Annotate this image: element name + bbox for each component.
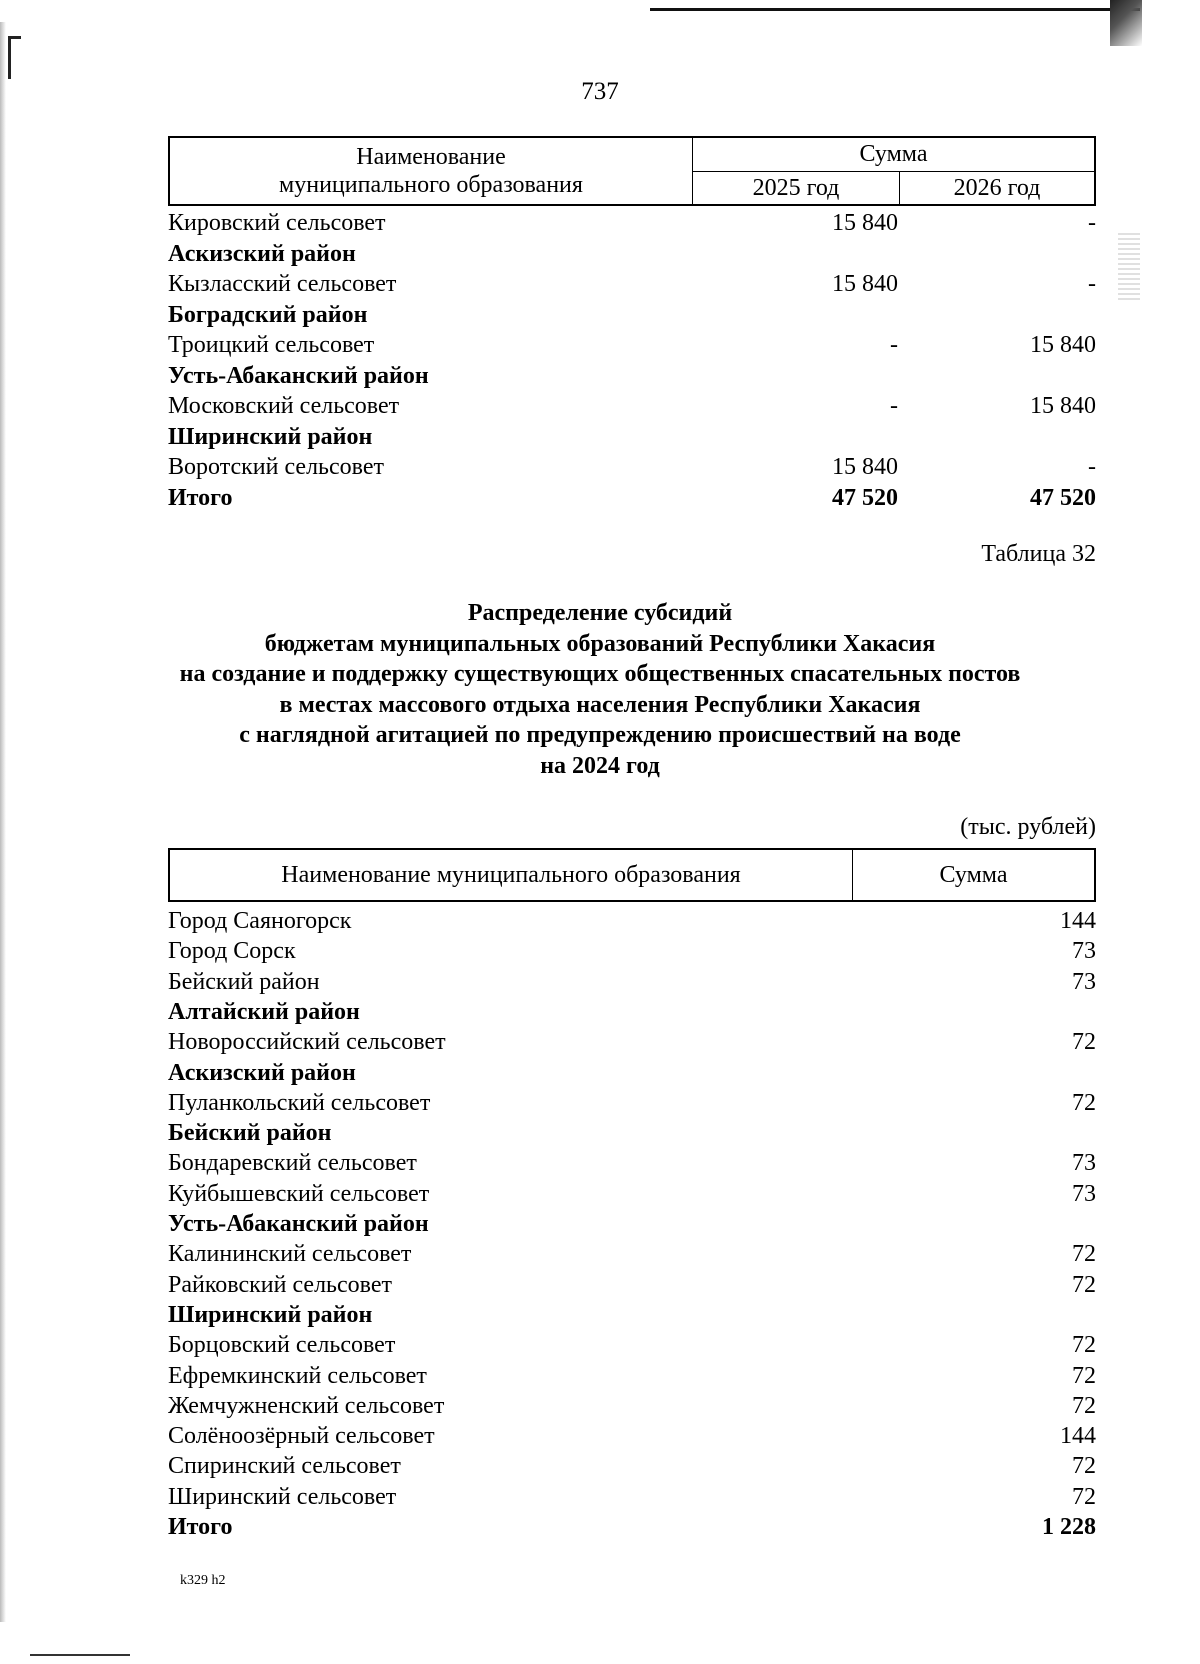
footer-code: k329 h2 [180,1573,226,1588]
row-name: Воротский сельсовет [168,454,384,480]
row-name: Жемчужненский сельсовет [168,1392,445,1419]
title-line: на создание и поддержку существующих общественных спасательных постов [179,661,1021,687]
top-header-sum: Сумма [693,137,1096,171]
title-line: на 2024 год [540,752,660,779]
row-value-2026: - [1088,271,1096,297]
scan-artifact-bracket [8,36,21,79]
table-row [168,1027,1096,1057]
row-name: Кировский сельсовет [168,210,386,236]
table-row [168,1239,1096,1269]
row-value: 72 [1072,1089,1096,1116]
top-table-header [168,136,1096,206]
row-value-2025: 15 840 [832,271,898,297]
row-name: Итого [168,1514,233,1540]
row-value: 73 [1072,1150,1096,1177]
row-name: Бейский район [168,968,320,995]
table-row [168,1179,1096,1209]
district-heading-row [168,1058,1096,1088]
district-heading-row [168,239,1096,269]
row-name: Солёноозёрный сельсовет [168,1423,435,1450]
table-row [168,967,1096,997]
district-heading-row [168,1209,1096,1239]
row-name: Борцовский сельсовет [168,1332,396,1359]
row-value-2025: - [890,332,898,358]
row-name: Ширинский район [168,1301,373,1328]
row-name: Кызласский сельсовет [168,271,397,297]
table-row [168,1451,1096,1481]
district-heading-row [168,483,1096,513]
row-name: Московский сельсовет [168,393,400,419]
district-heading-row [168,361,1096,391]
table-row [168,452,1096,482]
district-heading-row [168,300,1096,330]
row-name: Калининский сельсовет [168,1241,412,1268]
row-value: 72 [1072,1029,1096,1056]
row-value: 72 [1072,1271,1096,1298]
table-row [168,208,1096,238]
row-name: Новороссийский сельсовет [168,1029,446,1056]
table-row [168,1088,1096,1118]
page-number: 737 [581,78,619,105]
bottom-header-name: Наименование муниципального образования [169,849,853,901]
table-row [168,391,1096,421]
row-value: 72 [1072,1241,1096,1268]
row-name: Усть-Абаканский район [168,362,429,389]
title-line: Распределение субсидий [467,600,733,626]
row-value-2026: 15 840 [1030,393,1096,419]
row-name: Пуланкольский сельсовет [168,1089,431,1116]
top-header-2025: 2025 год [693,171,900,205]
row-value: 1 228 [1042,1514,1096,1540]
top-header-name-line1: Наименование [356,144,506,170]
row-name: Спиринский сельсовет [168,1453,401,1480]
table-row [168,936,1096,966]
row-name: Ширинский сельсовет [168,1483,397,1510]
row-name: Ширинский район [168,423,373,450]
row-name: Райковский сельсовет [168,1271,392,1298]
table-row [168,330,1096,360]
title-line: с наглядной агитацией по предупреждению происшествий на воде [239,722,961,748]
district-heading-row [168,1512,1096,1542]
row-name: Троицкий сельсовет [168,332,375,358]
table-row [168,269,1096,299]
table-row [168,1482,1096,1512]
row-value: 72 [1072,1392,1096,1419]
table-row [168,1391,1096,1421]
table-row [168,1270,1096,1300]
top-header-name-line2: муниципального образования [279,172,583,198]
units-label: (тыс. рублей) [960,814,1096,840]
row-value: 72 [1072,1483,1096,1510]
row-value: 72 [1072,1362,1096,1389]
district-heading-row [168,422,1096,452]
row-value-2026: - [1088,454,1096,480]
bottom-header-sum: Сумма [853,849,1096,901]
table-row [168,1148,1096,1178]
table-row [168,1361,1096,1391]
row-name: Бондаревский сельсовет [168,1150,417,1177]
table-title [100,598,1100,781]
row-value-2025: 15 840 [832,454,898,480]
district-heading-row [168,1118,1096,1148]
row-value-2025: - [890,393,898,419]
table-row [168,1330,1096,1360]
table-number: Таблица 32 [981,541,1096,567]
scan-artifact-top-rule [650,8,1140,11]
row-name: Город Сорск [168,938,296,965]
row-value: 72 [1072,1332,1096,1359]
row-value-2025: 15 840 [832,210,898,236]
row-value: 72 [1072,1453,1096,1480]
table-row [168,906,1096,936]
row-name: Город Саяногорск [168,908,352,934]
top-header-2026: 2026 год [900,171,1096,205]
scan-artifact-left-edge [0,22,6,1622]
row-value-2026: - [1088,210,1096,236]
district-heading-row [168,997,1096,1027]
row-name: Аскизский район [168,240,356,267]
title-line: в местах массового отдыха населения Республики Хакасия [279,691,921,718]
row-value: 73 [1072,938,1096,965]
row-name: Аскизский район [168,1059,356,1086]
row-name: Боградский район [168,301,368,328]
row-name: Усть-Абаканский район [168,1211,429,1237]
row-value-2025: 47 520 [832,484,898,511]
district-heading-row [168,1300,1096,1330]
row-value-2026: 47 520 [1030,484,1096,511]
row-name: Ефремкинский сельсовет [168,1362,427,1389]
row-value-2026: 15 840 [1030,332,1096,358]
row-name: Итого [168,484,233,511]
scan-artifact-noise [1118,230,1140,300]
row-value: 73 [1072,968,1096,995]
title-line: бюджетам муниципальных образований Республики Хакасия [264,630,936,657]
table-row [168,1421,1096,1451]
scan-artifact-bottom-rule [30,1654,130,1656]
row-name: Бейский район [168,1120,332,1147]
row-name: Алтайский район [168,998,360,1025]
top-header-name-cell [169,137,693,205]
row-value: 73 [1072,1180,1096,1207]
row-value: 144 [1060,908,1096,934]
bottom-table-header [168,848,1096,902]
scan-artifact-corner [1110,0,1142,46]
row-value: 144 [1060,1423,1096,1450]
row-name: Куйбышевский сельсовет [168,1180,430,1207]
